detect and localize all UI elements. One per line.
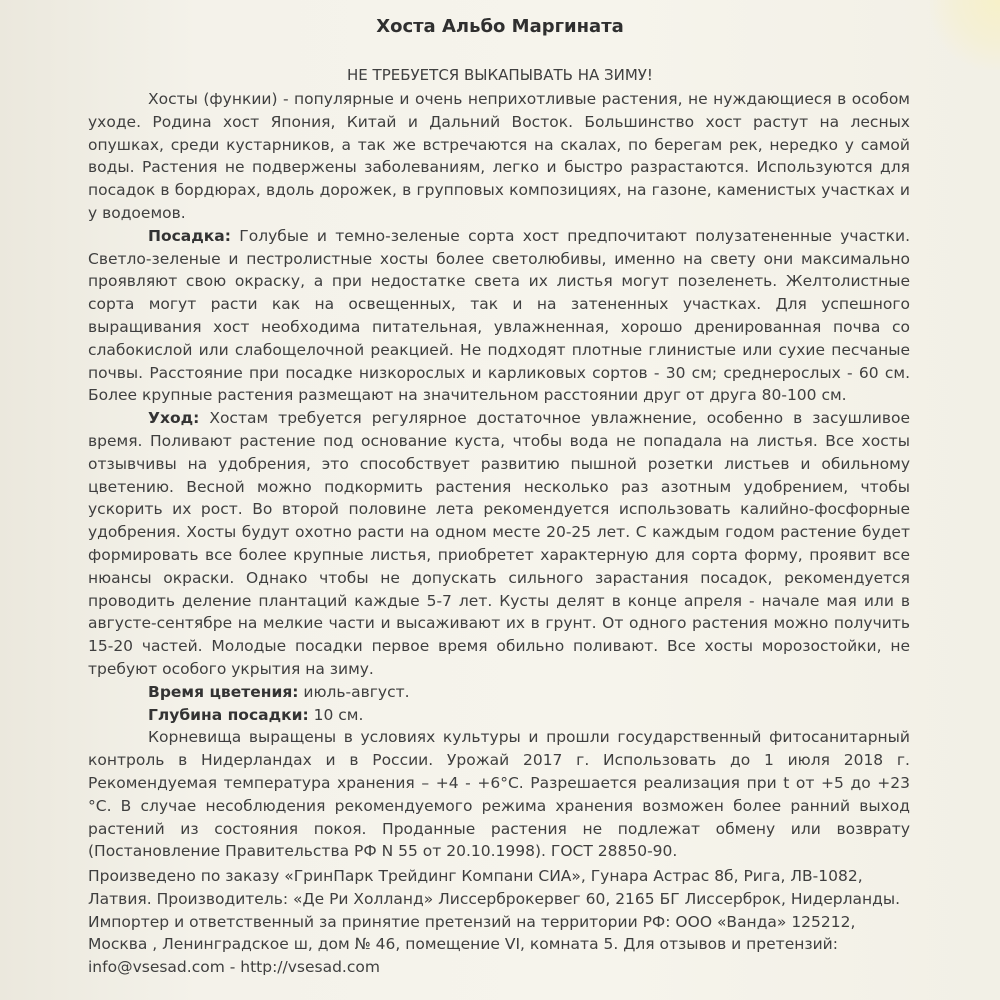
description-body [88,88,910,863]
bloom-line [88,681,910,704]
storage-paragraph: Корневища выращены в условиях культуры и прошли государственный фитосанитарный контроль в Нидерландах и в России. Урожай 2017 г. Использовать до 1 июля 2018 г. Рекомендуемая температура хранения – +4 - +6°С. Разрешается реализация при t от +5 до +23 °С. В случае несоблюдения рекомендуемого режима хранения возможен более ранний выход растений из состояния покоя. Проданные растения не подлежат обмену или возврату (Постановление Правительства РФ N 55 от 20.10.1998). ГОСТ 28850-90. [88,728,910,861]
bloom-label: Время цветения: [148,682,299,701]
planting-label: Посадка: [148,226,231,245]
winter-notice: НЕ ТРЕБУЕТСЯ ВЫКАПЫВАТЬ НА ЗИМУ! [347,66,653,84]
intro-paragraph: Хосты (функии) - популярные и очень неприхотливые растения, не нуждающиеся в особом уходе. Родина хост Япония, Китай и Дальний Восток. Большинство хост растут на лесных опушках, среди кустарников, а так же встречаются на скалах, по берегам рек, нередко у самой воды. Растения не подвержены заболеваниям, легко и быстро разрастаются. Используются для посадок в бордюрах, вдоль дорожек, в групповых композициях, на газоне, каменистых участках и у водоемов. [88,90,910,222]
care-text: Хостам требуется регулярное достаточное увлажнение, особенно в засушливое время. Поливают растение под основание куста, чтобы вода не попадала на листья. Все хосты отзывчивы на удобрения, это способствует развитию пышной розетки листьев и обильному цветению. Весной можно подкормить растения несколько раз азотным удобрением, чтобы ускорить их рост. Во второй половине лета рекомендуется использовать калийно-фосфорные удобрения. Хосты будут охотно расти на одном месте 20-25 лет. С каждым годом растение будет формировать все более крупные листья, приобретет характерную для сорта форму, проявит все нюансы окраски. Однако чтобы не допускать сильного зарастания посадок, рекомендуется проводить деление плантаций каждые 5-7 лет. Кусты делят в конце апреля - начале мая или в августе-сентябре на мелкие части и высаживают их в грунт. От одного растения можно получить 15-20 частей. Молодые посадки первое время обильно поливают. Все хосты морозостойки, не требуют особого укрытия на зиму. [88,409,910,678]
page-title: Хоста Альбо Маргината [376,16,624,37]
producer-footer [88,865,910,979]
producer-text: Произведено по заказу «ГринПарк Трейдинг Компани СИА», Гунара Астрас 8б, Рига, ЛВ-1082, Латвия. Производитель: «Де Ри Холланд» Лиссерброкервег 60, 2165 БГ Лиссерброк, Нидерланды. Импортер и ответственный за принятие претензий на территории РФ: ООО «Ванда» 125212, Москва , Ленинградское ш, дом № 46, помещение VI, комната 5. Для отзывов и претензий: info@vsesad.com - http://vsesad.com [88,867,901,977]
depth-value: 10 см. [308,705,364,724]
depth-line [88,704,910,727]
care-paragraph [88,407,910,681]
bloom-value: июль-август. [298,682,410,701]
care-label: Уход: [148,409,200,428]
planting-text: Голубые и темно-зеленые сорта хост предпочитают полузатененные участки. Светло-зеленые и пестролистные хосты более светолюбивы, именно на свету они максимально проявляют свою окраску, а при недостатке света их листья могут позеленеть. Желтолистные сорта могут расти как на освещенных, так и на затененных участках. Для успешного выращивания хост необходима питательная, увлажненная, хорошо дренированная почва со слабокислой или слабощелочной реакцией. Не подходят плотные глинистые или сухие песчаные почвы. Расстояние при посадке низкорослых и карликовых сортов - 30 см; среднерослых - 60 см. Более крупные растения размещают на значительном расстоянии друг от друга 80-100 см. [88,226,910,405]
planting-paragraph [88,225,910,407]
depth-label: Глубина посадки: [148,705,309,724]
